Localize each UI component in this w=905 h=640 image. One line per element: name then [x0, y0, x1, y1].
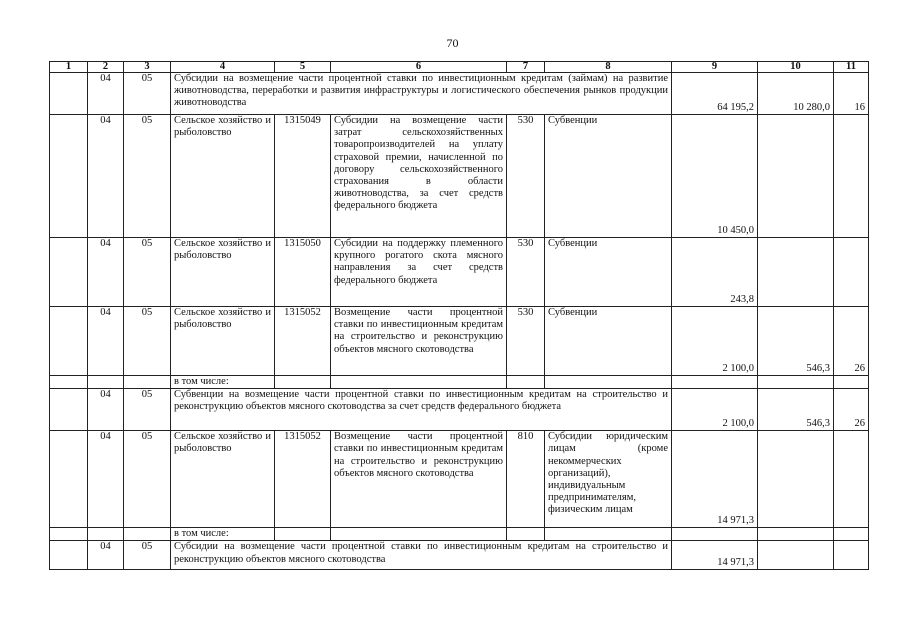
cell-amount: 64 195,2: [672, 73, 758, 115]
table-row: [50, 528, 869, 541]
page-number: 70: [446, 36, 459, 50]
cell-empty: [50, 389, 88, 431]
cell-amount-2: 546,3: [758, 307, 834, 376]
cell-target-name: Возмещение части процентной ставки по инвестиционным кредитам на строительство и реконструкцию объектов мясного скотоводства: [331, 307, 507, 376]
cell-section: 04: [88, 73, 124, 115]
cell-percent: [834, 541, 869, 570]
table-row: [50, 73, 869, 115]
cell-subsection: 05: [124, 307, 171, 376]
table-row: [50, 307, 869, 376]
col-header-5: 5: [275, 62, 331, 73]
cell-section: 04: [88, 238, 124, 307]
cell-amount-2: 10 280,0: [758, 73, 834, 115]
cell-target-name: Субсидии на поддержку племенного крупного рогатого скота мясного направления за счет средств федерального бюджета: [331, 238, 507, 307]
cell-expense-code: 810: [507, 431, 545, 528]
table-row: [50, 238, 869, 307]
cell-empty: [50, 541, 88, 570]
cell-empty: [50, 431, 88, 528]
cell-expense-code: 530: [507, 115, 545, 238]
cell-empty: [331, 528, 507, 541]
cell-subsection: 05: [124, 541, 171, 570]
cell-branch: Сельское хозяйство и рыболовство: [171, 115, 275, 238]
cell-percent: [834, 238, 869, 307]
header-row: [50, 62, 869, 73]
col-header-8: 8: [545, 62, 672, 73]
cell-expense-type: Субсидии юридическим лицам (кроме некоммерческих организаций), индивидуальным предпринимателям, физическим лицам: [545, 431, 672, 528]
cell-subsection: 05: [124, 238, 171, 307]
cell-percent: [834, 431, 869, 528]
cell-amount: 243,8: [672, 238, 758, 307]
cell-amount-2: 546,3: [758, 389, 834, 431]
cell-subsection: 05: [124, 73, 171, 115]
cell-empty: [50, 376, 88, 389]
table-row: [50, 389, 869, 431]
cell-percent: 26: [834, 389, 869, 431]
col-header-10: 10: [758, 62, 834, 73]
cell-expense-code: 530: [507, 307, 545, 376]
cell-amount: 14 971,3: [672, 431, 758, 528]
cell-empty: [50, 115, 88, 238]
cell-target-code: 1315049: [275, 115, 331, 238]
cell-amount-2: [758, 541, 834, 570]
col-header-1: 1: [50, 62, 88, 73]
cell-empty: [124, 376, 171, 389]
cell-empty: [834, 528, 869, 541]
cell-percent: 26: [834, 307, 869, 376]
cell-empty: [672, 528, 758, 541]
cell-description: Субсидии на возмещение части процентной ставки по инвестиционным кредитам (займам) на развитие животноводства, переработки и развития инфраструктуры и логистического обеспечения рынков продукции животноводства: [171, 73, 672, 115]
col-header-7: 7: [507, 62, 545, 73]
cell-subsection: 05: [124, 431, 171, 528]
cell-empty: [275, 528, 331, 541]
cell-section: 04: [88, 541, 124, 570]
table-row: [50, 376, 869, 389]
cell-amount: 2 100,0: [672, 307, 758, 376]
cell-section: 04: [88, 307, 124, 376]
cell-amount: 14 971,3: [672, 541, 758, 570]
cell-empty: [124, 528, 171, 541]
cell-empty: [507, 376, 545, 389]
cell-amount: 10 450,0: [672, 115, 758, 238]
cell-section: 04: [88, 431, 124, 528]
cell-amount: 2 100,0: [672, 389, 758, 431]
table-row: [50, 115, 869, 238]
cell-description: Субсидии на возмещение части процентной ставки по инвестиционным кредитам на строительство и реконструкцию объектов мясного скотоводства: [171, 541, 672, 570]
cell-empty: [50, 238, 88, 307]
cell-branch: Сельское хозяйство и рыболовство: [171, 238, 275, 307]
cell-empty: [758, 376, 834, 389]
cell-target-code: 1315052: [275, 307, 331, 376]
cell-amount-2: [758, 115, 834, 238]
cell-expense-code: 530: [507, 238, 545, 307]
cell-expense-type: Субвенции: [545, 307, 672, 376]
cell-section: 04: [88, 115, 124, 238]
cell-percent: 16: [834, 73, 869, 115]
col-header-4: 4: [171, 62, 275, 73]
cell-empty: [88, 376, 124, 389]
table-row: [50, 541, 869, 570]
cell-target-name: Субсидии на возмещение части затрат сельскохозяйственных товаропроизводителей на уплату страховой премии, начисленной по договору сельскохозяйственного страхования в области животноводства, за счет средств федерального бюджета: [331, 115, 507, 238]
cell-including-label: в том числе:: [171, 528, 275, 541]
cell-empty: [758, 528, 834, 541]
cell-empty: [507, 528, 545, 541]
cell-empty: [50, 73, 88, 115]
cell-target-name: Возмещение части процентной ставки по инвестиционным кредитам на строительство и реконструкцию объектов мясного скотоводства: [331, 431, 507, 528]
cell-expense-type: Субвенции: [545, 115, 672, 238]
cell-branch: Сельское хозяйство и рыболовство: [171, 307, 275, 376]
col-header-9: 9: [672, 62, 758, 73]
col-header-11: 11: [834, 62, 869, 73]
col-header-6: 6: [331, 62, 507, 73]
cell-empty: [50, 307, 88, 376]
cell-target-code: 1315050: [275, 238, 331, 307]
cell-empty: [545, 528, 672, 541]
budget-table: [49, 61, 869, 570]
cell-percent: [834, 115, 869, 238]
cell-amount-2: [758, 238, 834, 307]
cell-empty: [834, 376, 869, 389]
cell-empty: [545, 376, 672, 389]
cell-including-label: в том числе:: [171, 376, 275, 389]
cell-empty: [672, 376, 758, 389]
cell-empty: [88, 528, 124, 541]
cell-target-code: 1315052: [275, 431, 331, 528]
col-header-3: 3: [124, 62, 171, 73]
col-header-2: 2: [88, 62, 124, 73]
cell-description: Субвенции на возмещение части процентной ставки по инвестиционным кредитам на строительство и реконструкцию объектов мясного скотоводства за счет средств федерального бюджета: [171, 389, 672, 431]
cell-amount-2: [758, 431, 834, 528]
cell-expense-type: Субвенции: [545, 238, 672, 307]
cell-empty: [331, 376, 507, 389]
cell-section: 04: [88, 389, 124, 431]
cell-empty: [275, 376, 331, 389]
cell-branch: Сельское хозяйство и рыболовство: [171, 431, 275, 528]
cell-empty: [50, 528, 88, 541]
table-row: [50, 431, 869, 528]
cell-subsection: 05: [124, 115, 171, 238]
cell-subsection: 05: [124, 389, 171, 431]
